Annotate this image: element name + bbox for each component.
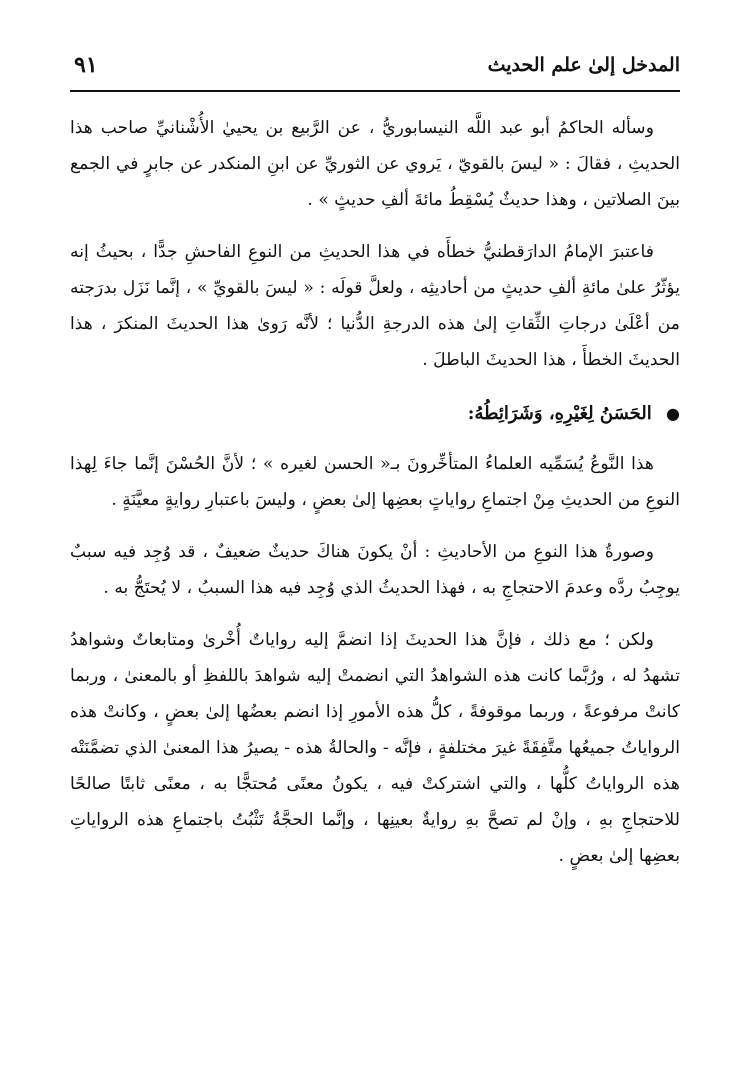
- running-title: المدخل إلىٰ علم الحديث: [487, 54, 680, 76]
- section-heading-text: الحَسَنُ لِغَيْرِهِ، وَشَرَائِطُهُ:: [467, 403, 652, 424]
- page-header: [70, 40, 680, 92]
- paragraph: وصورةُ هذا النوعِ من الأحاديثِ : أنْ يكونَ هناكَ حديثٌ ضعيفٌ ، قد وُجِد فيه سببٌ يوجِبُ ردَّه وعدمَ الاحتجاجِ به ، فهذا الحديثُ الذي وُجِد فيه هذا السببُ ، لا يُحتَجُّ به .: [70, 542, 680, 598]
- paragraph: وسأله الحاكمُ أبو عبد اللَّه النيسابوريُّ ، عن الرَّبيع بن يحييٰ الأُشْنانيِّ صاحب هذا الحديثِ ، فقالَ : « ليسَ بالقويّ ، يَروي عن الثوريِّ عن ابنِ المنكدر عن جابرٍ في الجمع بينَ الصلاتين ، وهذا حديثٌ يُسْقِطُ مائةَ ألفِ حديثٍ » .: [70, 118, 680, 210]
- bullet-icon: ●: [666, 404, 680, 423]
- paragraph: فاعتبرَ الإمامُ الدارَقطنيُّ خطأَه في هذا الحديثِ من النوعِ الفاحشِ جدًّا ، بحيثُ إنه يؤثّرُ علىٰ مائةِ ألفِ حديثٍ من أحاديثِه ، ولعلَّ قولَه : « ليسَ بالقويِّ » ، إنَّما نَزَل بدرَجته من أعْلَىٰ درجاتِ الثِّقاتِ إلىٰ هذه الدرجةِ الدُّنيا ؛ لأنَّه رَوىٰ هذا الحديثَ المنكرَ ، هذا الحديثَ الخطأَ ، هذا الحديثَ الباطلَ .: [70, 242, 680, 370]
- section-heading: [70, 394, 680, 434]
- book-page: [70, 40, 680, 1040]
- paragraph: ولكن ؛ مع ذلك ، فإنَّ هذا الحديثَ إذا انضمَّ إليه رواياتٌ أُخْرىٰ ومتابعاتٌ وشواهدُ تشهدُ له ، ورُبَّما كانت هذه الشواهدُ التي انضمتْ إليه شواهدَ باللفظِ أو بالمعنىٰ ، وربما كانتْ مرفوعةً ، وربما موقوفةً ، كلُّ هذه الأمورِ إذا انضم بعضُها إلىٰ بعضٍ ، وكانتْ هذه الرواياتُ جميعُها متَّفِقَةً غيرَ مختلفةٍ ، فإنَّه - والحالةُ هذه - يصيرُ هذا المعنىٰ الذي تضمَّنَتْه هذه الرواياتُ كلُّها ، والتي اشتركتْ فيه ، يكونُ معنًى مُحتجًّا به ، معنًى ثابتًا صالحًا للاحتجاجِ بهِ ، وإنْ لم تصحَّ بهِ روايةٌ بعينِها ، وإنَّما الحجَّةُ تَثْبُتُ باجتماعِ هذه الرواياتِ بعضِها إلىٰ بعضٍ .: [70, 630, 680, 866]
- page-number: ٩١: [74, 52, 98, 78]
- paragraph: هذا النَّوعُ يُسَمِّيه العلماءُ المتأخِّرونَ بـ« الحسن لغيره » ؛ لأنَّ الحُسْنَ إنَّما جاءَ لِهذا النوعِ من الحديثِ مِنْ اجتماعِ رواياتٍ بعضِها إلىٰ بعضٍ ، وليسَ باعتبارِ روايةٍ معيَّنَةٍ .: [70, 454, 680, 510]
- page-body: [70, 92, 680, 874]
